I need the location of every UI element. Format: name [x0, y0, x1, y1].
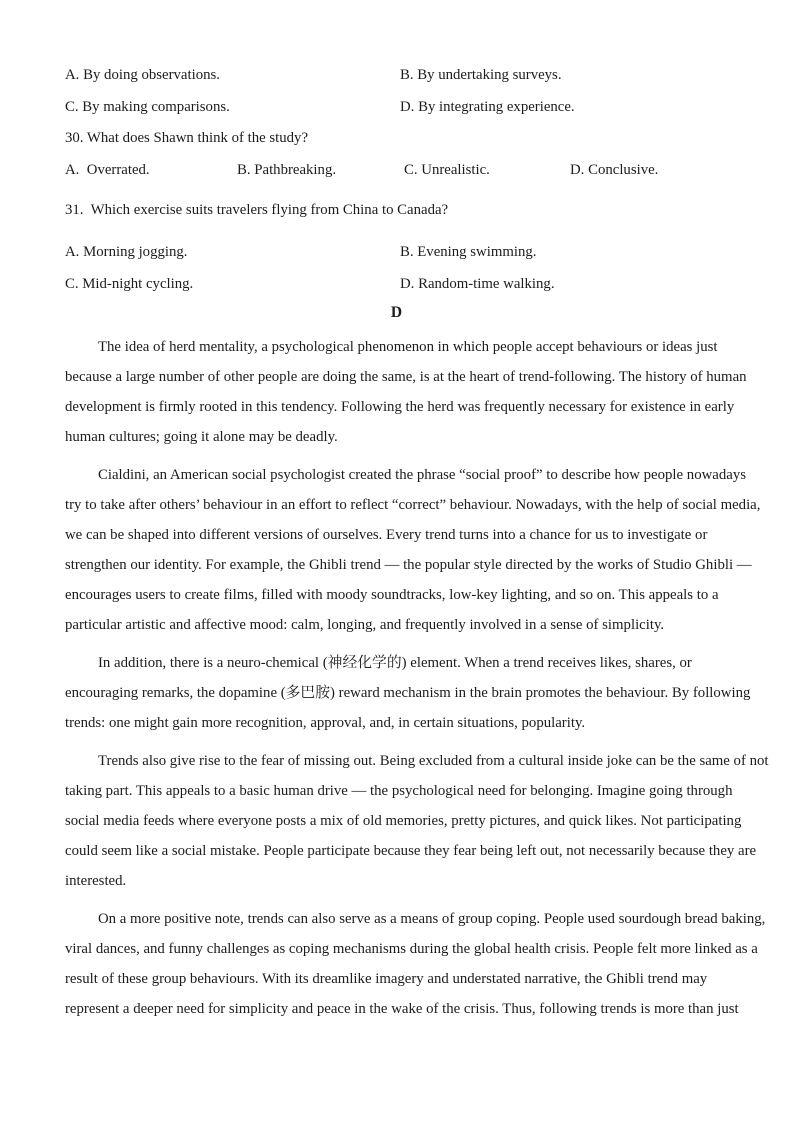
passage-line: trends: one might gain more recognition, approval, and, in certain situations, popularity.	[65, 715, 586, 731]
option-a: A. Overrated.	[65, 162, 150, 178]
passage-line: The idea of herd mentality, a psychological phenomenon in which people accept behaviours or ideas just	[98, 339, 718, 355]
passage-line: Cialdini, an American social psychologist created the phrase “social proof” to describe how people nowadays	[98, 467, 746, 483]
option-b: B. Evening swimming.	[400, 244, 537, 260]
passage-line: social media feeds where everyone posts a mix of old memories, pretty pictures, and quick likes. Not participating	[65, 813, 742, 829]
question-29-options-row-cd	[65, 99, 728, 115]
passage-line: encourages users to create films, filled with moody soundtracks, low-key lighting, and so on. This appeals to a	[65, 587, 719, 603]
passage-section-label: D	[390, 304, 403, 321]
option-d: D. By integrating experience.	[400, 99, 575, 115]
question-30-stem: 30. What does Shawn think of the study?	[65, 130, 309, 146]
option-d: D. Conclusive.	[570, 162, 659, 178]
passage-line: result of these group behaviours. With its dreamlike imagery and understated narrative, the Ghibli trend may	[65, 971, 708, 987]
passage-line: particular artistic and affective mood: calm, longing, and frequently involved in a sense of simplicity.	[65, 617, 665, 633]
passage-paragraph-1	[65, 332, 747, 452]
passage-paragraph-4	[65, 746, 769, 896]
passage-line: try to take after others’ behaviour in an effort to reflect “correct” behaviour. Nowadays, with the help of social media,	[65, 497, 761, 513]
passage-line: could seem like a social mistake. People participate because they fear being left out, not necessarily because they are	[65, 843, 757, 859]
option-c: C. By making comparisons.	[65, 99, 230, 115]
passage-line: Trends also give rise to the fear of missing out. Being excluded from a cultural inside joke can be the same of not	[98, 753, 769, 769]
option-c: C. Unrealistic.	[404, 162, 490, 178]
option-d: D. Random-time walking.	[400, 276, 555, 292]
question-30-options-row	[65, 162, 728, 178]
question-31-stem: 31. Which exercise suits travelers flying from China to Canada?	[65, 202, 449, 218]
passage-line: viral dances, and funny challenges as coping mechanisms during the global health crisis. People felt more linked as a	[65, 941, 758, 957]
passage-line: interested.	[65, 873, 127, 889]
passage-line: taking part. This appeals to a basic human drive — the psychological need for belonging. Imagine going through	[65, 783, 733, 799]
passage-line: we can be shaped into different versions of ourselves. Every trend turns into a chance for us to investigate or	[65, 527, 708, 543]
passage-line: because a large number of other people are doing the same, is at the heart of trend-following. The history of human	[65, 369, 747, 385]
question-31-options-row-cd	[65, 276, 728, 292]
option-a: A. Morning jogging.	[65, 244, 188, 260]
option-b: B. Pathbreaking.	[237, 162, 337, 178]
passage-paragraph-5	[65, 904, 766, 1024]
question-29-options-row-ab	[65, 67, 728, 83]
option-a: A. By doing observations.	[65, 67, 220, 83]
passage-line: represent a deeper need for simplicity and peace in the wake of the crisis. Thus, following trends is more than just	[65, 1001, 739, 1017]
passage-line: human cultures; going it alone may be deadly.	[65, 429, 338, 445]
option-b: B. By undertaking surveys.	[400, 67, 562, 83]
passage-line: On a more positive note, trends can also serve as a means of group coping. People used sourdough bread baking,	[98, 911, 766, 927]
option-c: C. Mid-night cycling.	[65, 276, 194, 292]
passage-paragraph-2	[65, 460, 761, 640]
passage-line: strengthen our identity. For example, the Ghibli trend — the popular style directed by the works of Studio Ghibli —	[65, 557, 752, 573]
question-31-options-row-ab	[65, 244, 728, 260]
reading-passage	[65, 332, 769, 1024]
passage-paragraph-3	[65, 648, 751, 738]
passage-line: encouraging remarks, the dopamine (多巴胺) reward mechanism in the brain promotes the behaviour. By following	[65, 685, 751, 701]
passage-line: In addition, there is a neuro-chemical (神经化学的) element. When a trend receives likes, shares, or	[98, 655, 692, 671]
passage-line: development is firmly rooted in this tendency. Following the herd was frequently necessary for existence in early	[65, 399, 735, 415]
